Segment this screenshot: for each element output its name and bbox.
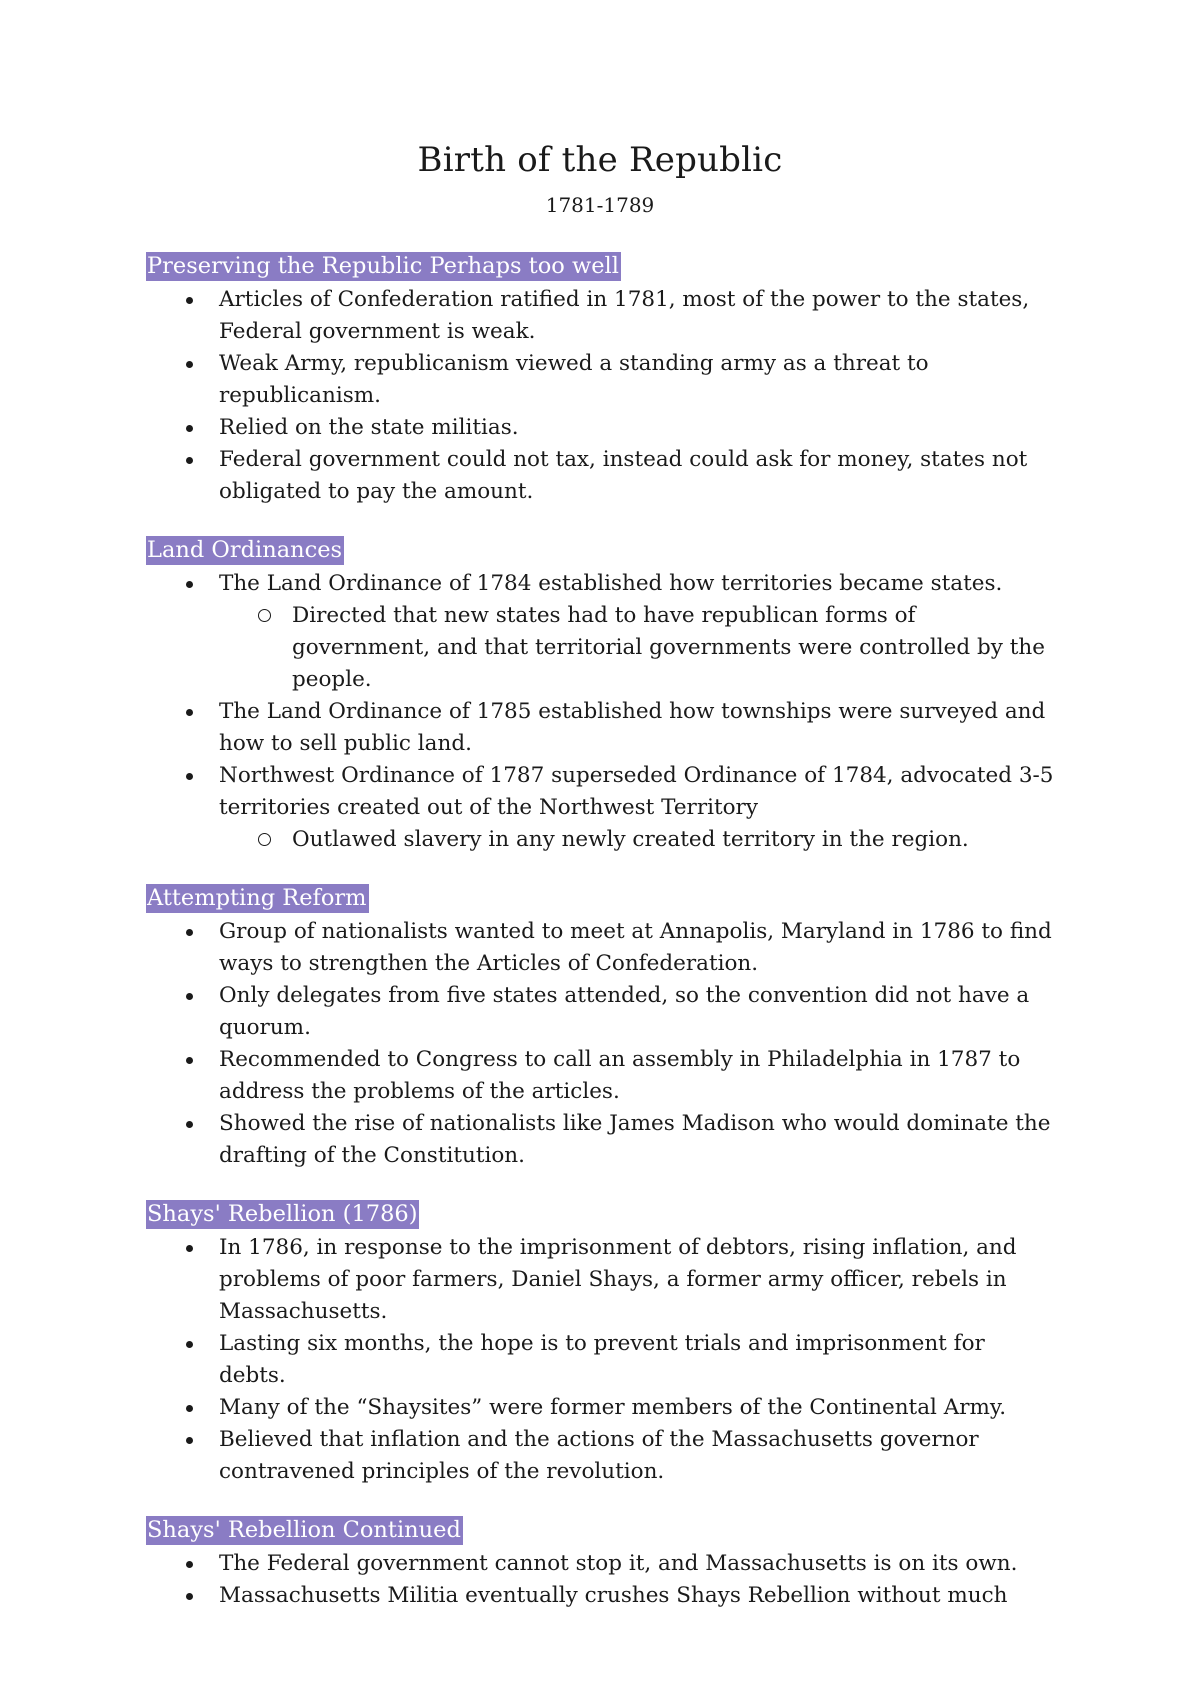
bullet-item: [146, 1424, 1056, 1488]
bullet-item: [146, 1044, 1056, 1108]
bullet-item: [146, 1580, 1056, 1612]
section-heading: Attempting Reform: [147, 885, 367, 911]
bullet-dot-icon: [186, 297, 193, 304]
bullet-list: [146, 1232, 1056, 1488]
bullet-text: The Federal government cannot stop it, and Massachusetts is on its own.: [219, 1551, 1018, 1576]
notes-body: [146, 252, 1056, 1640]
bullet-dot-icon: [186, 457, 193, 464]
bullet-dot-icon: [186, 1561, 193, 1568]
sub-bullet-text: Directed that new states had to have republican forms of government, and that territorial governments were controlled by the people.: [292, 603, 1045, 692]
bullet-list: [146, 916, 1056, 1172]
bullet-item: [146, 348, 1056, 412]
bullet-item: [146, 1232, 1056, 1328]
bullet-text: The Land Ordinance of 1784 established how territories became states.: [219, 571, 1003, 596]
sub-bullet-text: Outlawed slavery in any newly created territory in the region.: [292, 827, 969, 852]
bullet-item: [146, 412, 1056, 444]
section-heading: Preserving the Republic Perhaps too well: [147, 253, 619, 279]
bullet-item: [146, 444, 1056, 508]
section: [146, 884, 1056, 1172]
bullet-text: Lasting six months, the hope is to prevent trials and imprisonment for debts.: [219, 1331, 985, 1388]
bullet-dot-icon: [186, 425, 193, 432]
bullet-dot-icon: [186, 361, 193, 368]
bullet-item: [146, 1392, 1056, 1424]
bullet-list: [146, 284, 1056, 508]
bullet-text: Group of nationalists wanted to meet at Annapolis, Maryland in 1786 to find ways to strengthen the Articles of Confederation.: [219, 919, 1052, 976]
bullet-dot-icon: [186, 581, 193, 588]
bullet-text: Relied on the state militias.: [219, 415, 519, 440]
bullet-dot-icon: [186, 1057, 193, 1064]
bullet-dot-icon: [186, 1405, 193, 1412]
bullet-item: [146, 1548, 1056, 1580]
bullet-text: Northwest Ordinance of 1787 superseded Ordinance of 1784, advocated 3-5 territories created out of the Northwest Territory: [219, 763, 1054, 820]
bullet-dot-icon: [186, 1593, 193, 1600]
bullet-dot-icon: [186, 1245, 193, 1252]
bullet-dot-icon: [186, 1437, 193, 1444]
bullet-text: Believed that inflation and the actions of the Massachusetts governor contravened principles of the revolution.: [219, 1427, 979, 1484]
bullet-list: [146, 568, 1056, 856]
bullet-text: The Land Ordinance of 1785 established how townships were surveyed and how to sell public land.: [219, 699, 1046, 756]
bullet-dot-icon: [186, 773, 193, 780]
bullet-dot-icon: [186, 709, 193, 716]
section-heading: Shays' Rebellion (1786): [147, 1201, 418, 1227]
bullet-list: [146, 1548, 1056, 1612]
section: [146, 252, 1056, 508]
sub-bullet-item: [219, 600, 1056, 696]
bullet-circle-icon: [258, 609, 271, 622]
section-heading: Shays' Rebellion Continued: [147, 1517, 461, 1543]
bullet-dot-icon: [186, 929, 193, 936]
bullet-dot-icon: [186, 1341, 193, 1348]
bullet-text: Showed the rise of nationalists like James Madison who would dominate the drafting of the Constitution.: [219, 1111, 1051, 1168]
section: [146, 536, 1056, 856]
bullet-dot-icon: [186, 993, 193, 1000]
sub-bullet-item: [219, 824, 1056, 856]
sub-bullet-list: [219, 824, 1056, 856]
bullet-item: [146, 568, 1056, 696]
page-subtitle-date-range: 1781-1789: [545, 193, 655, 217]
section: [146, 1516, 1056, 1612]
bullet-item: [146, 696, 1056, 760]
bullet-text: Weak Army, republicanism viewed a standing army as a threat to republicanism.: [219, 351, 929, 408]
section-heading: Land Ordinances: [147, 537, 343, 563]
bullet-item: [146, 916, 1056, 980]
bullet-text: Many of the “Shaysites” were former members of the Continental Army.: [219, 1395, 1007, 1420]
bullet-item: [146, 284, 1056, 348]
bullet-circle-icon: [258, 833, 271, 846]
bullet-text: Massachusetts Militia eventually crushes Shays Rebellion without much: [219, 1583, 1008, 1608]
bullet-item: [146, 1108, 1056, 1172]
bullet-item: [146, 980, 1056, 1044]
bullet-dot-icon: [186, 1121, 193, 1128]
bullet-text: Recommended to Congress to call an assembly in Philadelphia in 1787 to address the problems of the articles.: [219, 1047, 1021, 1104]
bullet-text: Federal government could not tax, instead could ask for money, states not obligated to pay the amount.: [219, 447, 1028, 504]
bullet-text: In 1786, in response to the imprisonment of debtors, rising inflation, and problems of poor farmers, Daniel Shays, a former army officer, rebels in Massachusetts.: [219, 1235, 1017, 1324]
bullet-item: [146, 760, 1056, 856]
bullet-text: Articles of Confederation ratified in 1781, most of the power to the states, Federal government is weak.: [219, 287, 1030, 344]
bullet-item: [146, 1328, 1056, 1392]
page-title: Birth of the Republic: [417, 140, 783, 180]
section: [146, 1200, 1056, 1488]
bullet-text: Only delegates from five states attended, so the convention did not have a quorum.: [219, 983, 1030, 1040]
sub-bullet-list: [219, 600, 1056, 696]
